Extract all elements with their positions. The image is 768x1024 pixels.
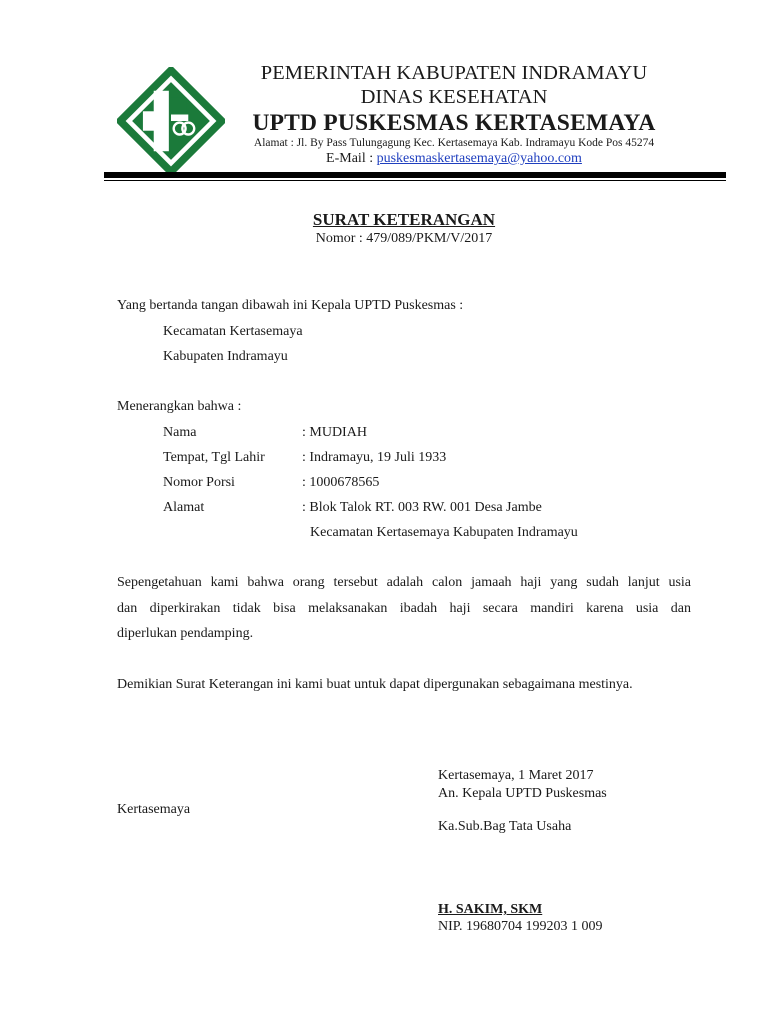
- field-value-address: : Blok Talok RT. 003 RW. 001 Desa Jambe: [302, 500, 542, 515]
- closing-paragraph: Demikian Surat Keterangan ini kami buat untuk dapat dipergunakan sebagaimana mestinya.: [117, 677, 633, 692]
- intro-line: Yang bertanda tangan dibawah ini Kepala UPTD Puskesmas :: [117, 298, 464, 313]
- document-number: Nomor : 479/089/PKM/V/2017: [315, 231, 493, 246]
- intro-kabupaten: Kabupaten Indramayu: [163, 349, 288, 364]
- subject-lead: Menerangkan bahwa :: [117, 399, 242, 414]
- document-title: SURAT KETERANGAN: [312, 210, 496, 229]
- left-place: Kertasemaya: [117, 802, 191, 817]
- department-name: DINAS KESEHATAN: [360, 86, 548, 108]
- sign-on-behalf: An. Kepala UPTD Puskesmas: [438, 786, 607, 801]
- institution-name: UPTD PUSKESMAS KERTASEMAYA: [252, 110, 656, 136]
- puskesmas-logo-icon: [117, 67, 225, 175]
- email-link[interactable]: puskesmaskertasemaya@yahoo.com: [376, 151, 582, 166]
- govt-name: PEMERINTAH KABUPATEN INDRAMAYU: [260, 62, 648, 84]
- field-value-birth: : Indramayu, 19 Juli 1933: [302, 450, 447, 465]
- field-label-address: Alamat: [163, 500, 205, 515]
- header-divider-thin: [104, 180, 726, 181]
- body-paragraph: [117, 570, 691, 647]
- sign-place-date: Kertasemaya, 1 Maret 2017: [438, 768, 594, 783]
- header-divider-thick: [104, 172, 726, 178]
- signatory-name: H. SAKIM, SKM: [438, 902, 543, 917]
- field-value-address-cont: Kecamatan Kertasemaya Kabupaten Indramayu: [310, 525, 578, 540]
- field-label-birth: Tempat, Tgl Lahir: [163, 450, 265, 465]
- body-line-2: dan diperkirakan tidak bisa melaksanakan ibadah haji secara mandiri karena usia dan: [117, 600, 691, 616]
- email-label: E-Mail :: [326, 151, 374, 166]
- institution-address: Alamat : Jl. By Pass Tulungagung Kec. Kertasemaya Kab. Indramayu Kode Pos 45274: [253, 137, 655, 149]
- signatory-nip: NIP. 19680704 199203 1 009: [438, 919, 603, 934]
- intro-kecamatan: Kecamatan Kertasemaya: [163, 324, 303, 339]
- body-line-3: diperlukan pendamping.: [117, 626, 254, 641]
- field-label-porsi: Nomor Porsi: [163, 475, 235, 490]
- field-label-name: Nama: [163, 425, 197, 440]
- email-line: [226, 151, 682, 167]
- sign-position: Ka.Sub.Bag Tata Usaha: [438, 819, 572, 834]
- body-line-1: Sepengetahuan kami bahwa orang tersebut adalah calon jamaah haji yang sudah lanjut usia: [117, 575, 691, 590]
- field-value-name: : MUDIAH: [302, 425, 367, 440]
- field-value-porsi: : 1000678565: [302, 475, 380, 490]
